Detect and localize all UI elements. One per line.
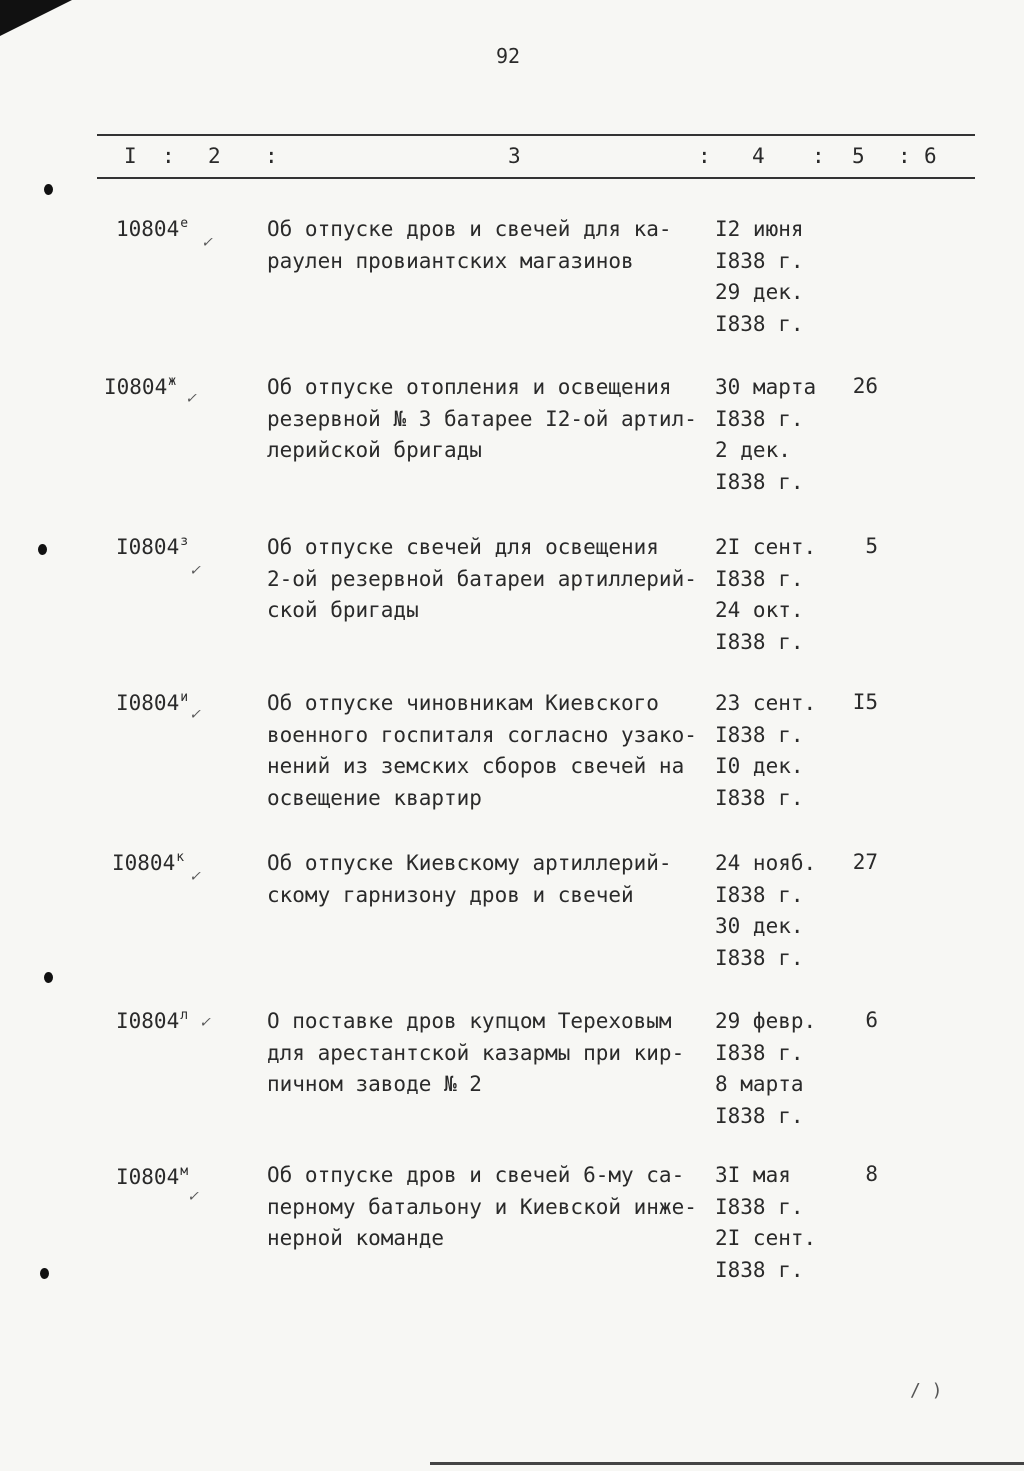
column-header-6: 6 <box>924 144 937 168</box>
check-mark-icon: ✓ <box>202 232 212 251</box>
column-header-5: 5 <box>852 144 865 168</box>
entry-number: $I0804^к$ <box>112 850 185 875</box>
entry-title: Об отпуске дров и свечей 6-му са- перному батальону и Киевской инже- нерной команде <box>267 1163 697 1250</box>
entry-sheets: 6 <box>865 1008 878 1032</box>
entry-dates: 2I сент. I838 г. 24 окт. I838 г. <box>715 535 817 654</box>
check-mark-icon: ✓ <box>186 388 196 407</box>
table-header-top-rule <box>97 134 975 136</box>
entry-number: $I0804^м$ <box>116 1164 189 1189</box>
column-header-2: 2 <box>208 144 221 168</box>
column-header-1: I <box>124 144 137 168</box>
entry-number: $I0804^л$ <box>116 1008 189 1033</box>
entry-sheets: I5 <box>852 690 878 714</box>
entry-title: О поставке дров купцом Тереховым для арестантской казармы при кир- пичном заводе № 2 <box>267 1009 685 1096</box>
entry-letter: з <box>180 534 189 549</box>
corner-mark: / ) <box>910 1380 943 1401</box>
entry-sheets: 5 <box>865 534 878 558</box>
entry-letter: л <box>180 1008 189 1023</box>
scan-corner-shadow <box>0 0 72 36</box>
entry-letter: ж <box>168 374 177 389</box>
page-number: 92 <box>496 44 521 68</box>
entry-title: Об отпуске чиновникам Киевского военного госпиталя согласно узако- нений из земских сборов свечей на освещение квартир <box>267 691 697 810</box>
column-separator: : <box>812 144 825 168</box>
column-separator: : <box>698 144 711 168</box>
check-mark-icon: ✓ <box>190 866 200 885</box>
binding-hole-icon <box>40 1268 49 1279</box>
column-separator: : <box>898 144 911 168</box>
entry-title: Об отпуске отопления и освещения резервной № 3 батарее I2-ой артил- лерийской бригады <box>267 375 697 462</box>
entry-title: Об отпуске Киевскому артиллерий- скому гарнизону дров и свечей <box>267 851 672 907</box>
table-header-bottom-rule <box>97 177 975 179</box>
entry-dates: 23 сент. I838 г. I0 дек. I838 г. <box>715 691 817 810</box>
entry-dates: 24 нояб. I838 г. 30 дек. I838 г. <box>715 851 817 970</box>
binding-hole-icon <box>44 972 53 983</box>
entry-number: $10804^е$ <box>116 216 189 241</box>
entry-dates: 30 марта I838 г. 2 дек. I838 г. <box>715 375 817 494</box>
entry-dates: 29 февр. I838 г. 8 марта I838 г. <box>715 1009 817 1128</box>
entry-number: $I0804^з$ <box>116 534 189 559</box>
check-mark-icon: ✓ <box>188 1186 198 1205</box>
entry-number: $I0804^ж$ <box>104 374 177 399</box>
entry-letter: к <box>176 850 185 865</box>
entry-sheets: 27 <box>852 850 878 874</box>
entry-letter: м <box>180 1164 189 1179</box>
entry-dates: 3I мая I838 г. 2I сент. I838 г. <box>715 1163 817 1282</box>
entry-dates: I2 июня I838 г. 29 дек. I838 г. <box>715 217 804 336</box>
entry-letter: е <box>180 216 189 231</box>
entry-letter: и <box>180 690 189 705</box>
check-mark-icon: ✓ <box>200 1012 210 1031</box>
scan-bottom-edge <box>430 1462 1024 1465</box>
column-separator: : <box>265 144 278 168</box>
check-mark-icon: ✓ <box>190 560 200 579</box>
binding-hole-icon <box>38 544 47 555</box>
binding-hole-icon <box>44 184 53 195</box>
entry-number: $I0804^и$ <box>116 690 189 715</box>
column-separator: : <box>162 144 175 168</box>
entry-sheets: 26 <box>852 374 878 398</box>
check-mark-icon: ✓ <box>190 704 200 723</box>
entry-title: Об отпуске свечей для освещения 2-ой резервной батареи артиллерий- ской бригады <box>267 535 697 622</box>
column-header-3: 3 <box>508 144 521 168</box>
entry-sheets: 8 <box>865 1162 878 1186</box>
entry-title: Об отпуске дров и свечей для ка- раулен провиантских магазинов <box>267 217 672 273</box>
column-header-4: 4 <box>752 144 765 168</box>
